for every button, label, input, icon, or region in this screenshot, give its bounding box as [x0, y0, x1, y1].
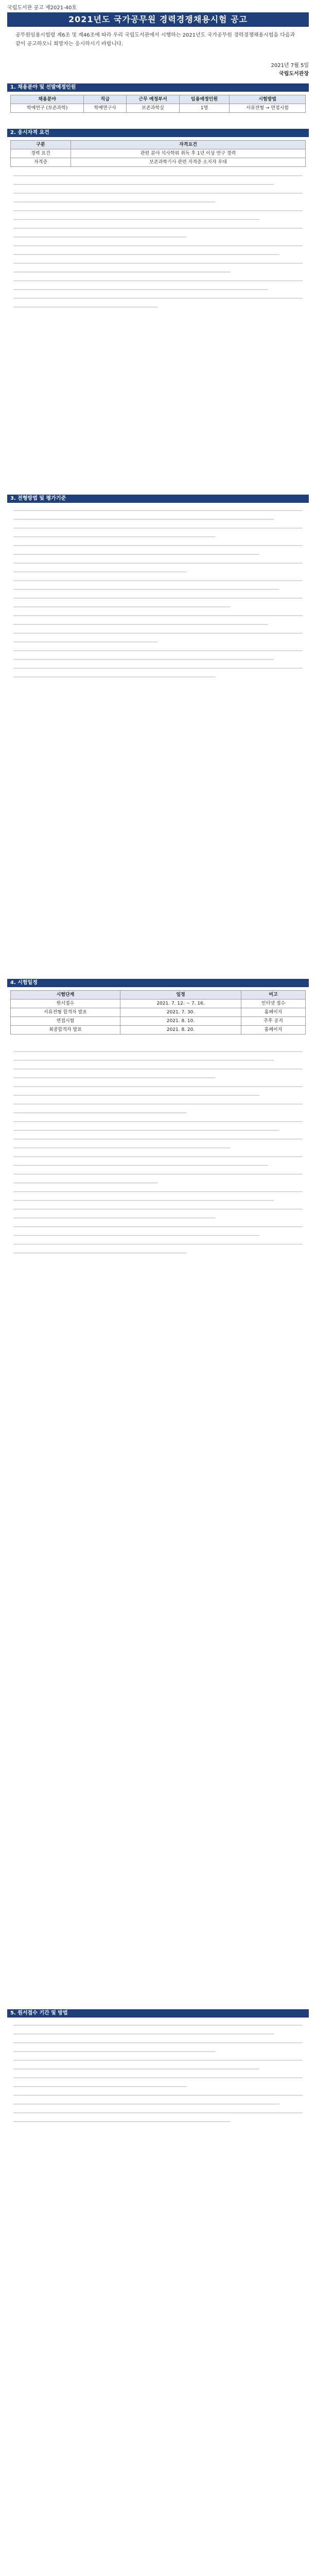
table-header: 근무 예정부서	[127, 95, 180, 104]
table-cell: 서류전형 → 면접시험	[230, 104, 306, 113]
table-header: 임용예정인원	[179, 95, 229, 104]
table-header: 채용분야	[11, 95, 84, 104]
table-cell: 2021. 7. 30.	[120, 1008, 241, 1017]
qualification-table	[10, 140, 306, 167]
section-heading-3: 3. 전형방법 및 평가기준	[7, 495, 309, 503]
table-row	[11, 149, 306, 158]
table-row	[11, 1026, 306, 1035]
table-cell: 면접시험	[11, 1017, 120, 1026]
section-heading-5: 5. 원서접수 기간 및 방법	[7, 2009, 309, 2018]
table-header: 비고	[241, 991, 306, 999]
section-heading-1: 1. 채용분야 및 선발예정인원	[7, 83, 309, 92]
table-cell: 보존과학실	[127, 104, 180, 113]
announcement-date: 2021년 7월 5일	[271, 63, 309, 69]
intro-paragraph: 공무원임용시험령 제6조 및 제46조에 따라 우리 국립도서관에서 시행하는 2021년도 국가공무원 경력경쟁채용시험을 다음과 같이 공고하오니 희망자는 응시하시기 바랍니다.	[15, 32, 295, 47]
table-header: 구분	[11, 141, 71, 149]
announcement-number: 국립도서관 공고 제2021-40호	[7, 5, 77, 11]
table-header: 시험단계	[11, 991, 120, 999]
table-row	[11, 1017, 306, 1026]
table-cell: 관련 분야 석사학위 취득 후 1년 이상 연구 경력	[71, 149, 306, 158]
application-text-block	[13, 2025, 303, 2576]
table-cell: 학예연구사	[84, 104, 127, 113]
table-cell: 인터넷 접수	[241, 999, 306, 1008]
table-cell: 홈페이지	[241, 1026, 306, 1035]
table-row	[11, 104, 306, 113]
section-heading-2: 2. 응시자격 요건	[7, 129, 309, 137]
table-cell: 2021. 8. 10.	[120, 1017, 241, 1026]
schedule-table	[10, 990, 306, 1035]
body-text-block	[13, 175, 303, 484]
table-header: 시험방법	[230, 95, 306, 104]
table-cell: 2021. 8. 20.	[120, 1026, 241, 1035]
table-cell: 2021. 7. 12. ~ 7. 16.	[120, 999, 241, 1008]
table-cell: 자격증	[11, 158, 71, 167]
table-cell: 최종합격자 발표	[11, 1026, 120, 1035]
dateline	[7, 62, 309, 78]
table-header: 직급	[84, 95, 127, 104]
recruitment-table	[10, 95, 306, 113]
table-cell: 홈페이지	[241, 1008, 306, 1017]
table-cell: 학예연구 (보존과학)	[11, 104, 84, 113]
organization-name: 국립도서관장	[279, 71, 309, 77]
table-cell: 추후 공지	[241, 1017, 306, 1026]
table-cell: 원서접수	[11, 999, 120, 1008]
evaluation-text-block	[13, 510, 303, 974]
table-cell: 보존과학기사 관련 자격증 소지자 우대	[71, 158, 306, 167]
table-row	[11, 999, 306, 1008]
table-cell: 서류전형 합격자 발표	[11, 1008, 120, 1017]
table-header: 자격요건	[71, 141, 306, 149]
page-title: 2021년도 국가공무원 경력경쟁채용시험 공고	[7, 12, 309, 27]
table-row	[11, 158, 306, 167]
notice-text-block	[13, 1051, 303, 1978]
table-cell: 경력 요건	[11, 149, 71, 158]
table-cell: 1명	[179, 104, 229, 113]
section-heading-4: 4. 시험일정	[7, 979, 309, 987]
table-header: 일정	[120, 991, 241, 999]
table-row	[11, 1008, 306, 1017]
